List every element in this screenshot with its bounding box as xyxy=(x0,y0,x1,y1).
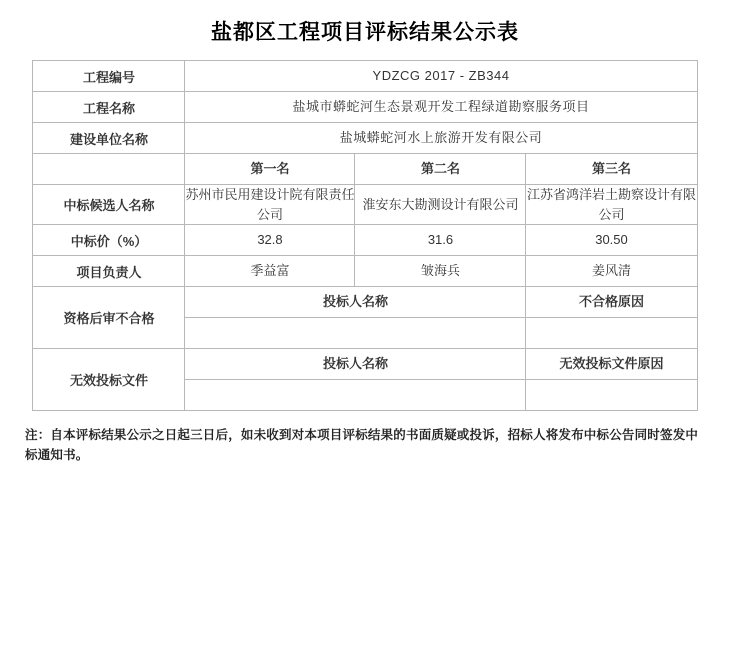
row-label-owner-unit: 建设单位名称 xyxy=(33,123,185,154)
table-row-project-manager xyxy=(33,256,697,287)
bid-price-first: 32.8 xyxy=(185,225,355,256)
table-row-post-qualification-header xyxy=(33,287,697,318)
bid-price-third: 30.50 xyxy=(526,225,697,256)
table-row-bid-price xyxy=(33,225,697,256)
project-manager-second: 皱海兵 xyxy=(355,256,526,287)
post-qualification-col2-value xyxy=(526,318,697,349)
invalid-bids-col2-header: 无效投标文件原因 xyxy=(526,349,697,380)
invalid-bids-col1-header: 投标人名称 xyxy=(185,349,526,380)
footnote: 注：自本评标结果公示之日起三日后，如未收到对本项目评标结果的书面质疑或投诉，招标人将发布中标公告同时签发中标通知书。 xyxy=(25,428,699,462)
bid-result-table xyxy=(32,60,697,411)
invalid-bids-col2-value xyxy=(526,380,697,411)
invalid-bids-col1-value xyxy=(185,380,526,411)
project-manager-third: 姜风清 xyxy=(526,256,697,287)
table-row-owner-unit xyxy=(33,123,697,154)
post-qualification-col1-value xyxy=(185,318,526,349)
candidate-name-first: 苏州市民用建设计院有限责任公司 xyxy=(185,185,355,225)
candidate-name-second: 淮安东大勘测设计有限公司 xyxy=(355,185,526,225)
row-value-project-code: YDZCG 2017 - ZB344 xyxy=(185,61,697,92)
row-label-invalid-bids: 无效投标文件 xyxy=(33,349,185,411)
rank-header-third: 第三名 xyxy=(526,154,697,185)
post-qualification-col2-header: 不合格原因 xyxy=(526,287,697,318)
candidate-name-third: 江苏省鸿洋岩土勘察设计有限公司 xyxy=(526,185,697,225)
bid-price-second: 31.6 xyxy=(355,225,526,256)
row-value-project-name: 盐城市蟒蛇河生态景观开发工程绿道勘察服务项目 xyxy=(185,92,697,123)
table-row-project-code xyxy=(33,61,697,92)
rank-header-blank xyxy=(33,154,185,185)
table-row-project-name xyxy=(33,92,697,123)
row-label-project-code: 工程编号 xyxy=(33,61,185,92)
row-label-bid-price: 中标价（%） xyxy=(33,225,185,256)
table-row-candidate-names xyxy=(33,185,697,225)
row-label-project-name: 工程名称 xyxy=(33,92,185,123)
page-title: 盐都区工程项目评标结果公示表 xyxy=(211,21,519,44)
project-manager-first: 季益富 xyxy=(185,256,355,287)
row-label-post-qualification: 资格后审不合格 xyxy=(33,287,185,349)
table-row-rank-headers xyxy=(33,154,697,185)
rank-header-first: 第一名 xyxy=(185,154,355,185)
row-label-project-manager: 项目负责人 xyxy=(33,256,185,287)
row-value-owner-unit: 盐城蟒蛇河水上旅游开发有限公司 xyxy=(185,123,697,154)
table-row-invalid-bids-header xyxy=(33,349,697,380)
row-label-candidate-names: 中标候选人名称 xyxy=(33,185,185,225)
post-qualification-col1-header: 投标人名称 xyxy=(185,287,526,318)
rank-header-second: 第二名 xyxy=(355,154,526,185)
